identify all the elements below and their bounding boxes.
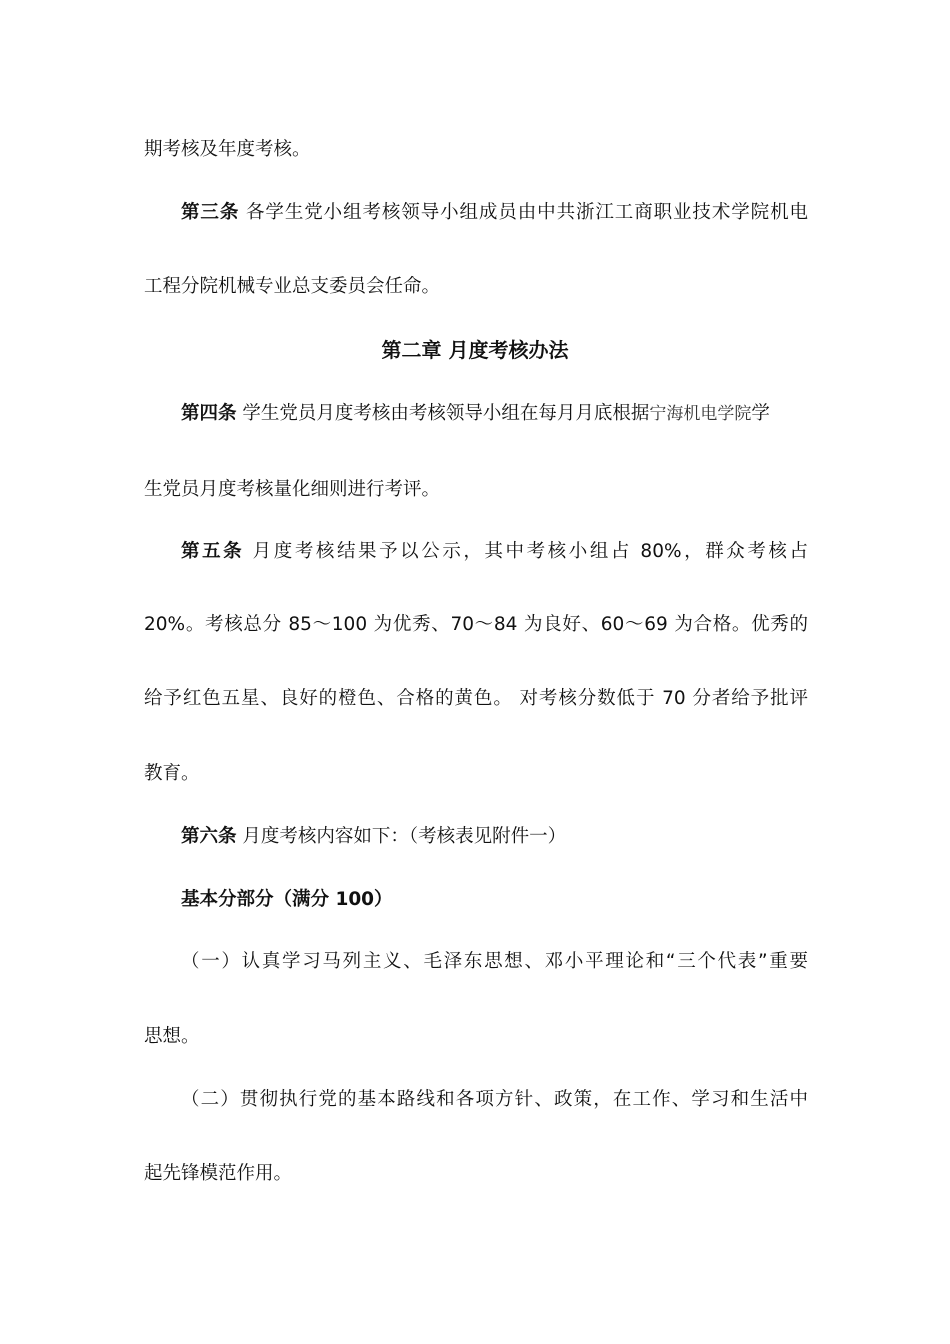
item-1-line-2: 思想。: [144, 1026, 200, 1047]
article-6-line-1: 第六条 月度考核内容如下：（考核表见附件一）: [181, 826, 567, 847]
article-5-line-2: 20%。考核总分 85～100 为优秀、70～84 为良好、60～69 为合格。优秀的: [144, 614, 808, 635]
article-5-line-4: 教育。: [144, 763, 200, 784]
basic-score-heading: 基本分部分（满分 100）: [181, 889, 393, 910]
paragraph-continuation: 期考核及年度考核。: [144, 139, 311, 160]
article-5-label: 第五条: [181, 541, 245, 562]
article-4-label: 第四条: [181, 403, 237, 424]
article-5-line-1: 第五条 月度考核结果予以公示，其中考核小组占 80%，群众考核占: [181, 541, 808, 562]
article-4-line-2: 生党员月度考核量化细则进行考评。: [144, 479, 441, 500]
article-6-label: 第六条: [181, 826, 237, 847]
article-3-line-1: 第三条 各学生党小组考核领导小组成员由中共浙江工商职业技术学院机电: [181, 202, 808, 223]
article-3-line-2: 工程分院机械专业总支委员会任命。: [144, 276, 441, 297]
item-1-line-1: （一）认真学习马列主义、毛泽东思想、邓小平理论和“三个代表”重要: [181, 951, 808, 972]
article-5-line-3: 给予红色五星、良好的橙色、合格的黄色。 对考核分数低于 70 分者给予批评: [144, 688, 808, 709]
item-2-line-2: 起先锋模范作用。: [144, 1163, 293, 1184]
chapter-2-heading: 第二章 月度考核办法: [381, 338, 569, 362]
item-2-line-1: （二）贯彻执行党的基本路线和各项方针、政策，在工作、学习和生活中: [181, 1089, 808, 1110]
inserted-college-name: 宁海机电学院: [649, 404, 752, 424]
article-3-label: 第三条: [181, 202, 240, 223]
article-4-line-1: 第四条 学生党员月度考核由考核领导小组在每月月底根据宁海机电学院学: [181, 403, 770, 424]
